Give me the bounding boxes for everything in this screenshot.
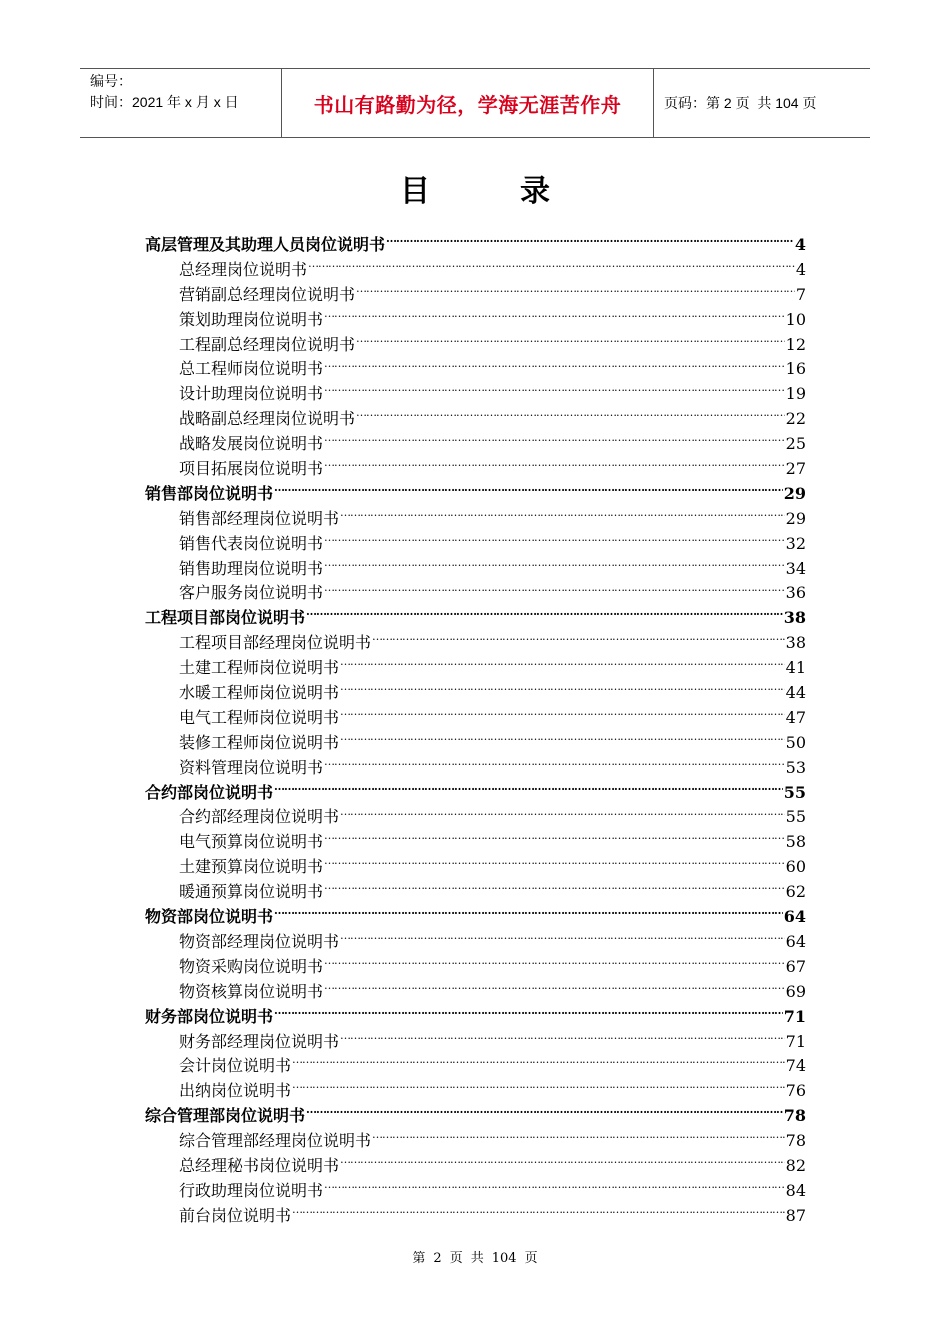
- toc-entry-title: 电气预算岗位说明书: [179, 832, 324, 852]
- toc-section-entry[interactable]: [145, 233, 806, 258]
- toc-page-number: 87: [785, 1205, 806, 1225]
- toc-subsection-entry[interactable]: [145, 581, 806, 606]
- toc-subsection-entry[interactable]: [145, 258, 806, 283]
- footer-total-pages: 104: [491, 1251, 517, 1266]
- toc-subsection-entry[interactable]: [145, 507, 806, 532]
- toc-entry-title: 综合管理部经理岗位说明书: [179, 1131, 372, 1151]
- toc-subsection-entry[interactable]: [145, 855, 806, 880]
- toc-subsection-entry[interactable]: [145, 805, 806, 830]
- toc-dot-leader: [324, 881, 785, 897]
- toc-entry-title: 总经理岗位说明书: [179, 259, 308, 279]
- toc-subsection-entry[interactable]: [145, 557, 806, 582]
- toc-page-number: 84: [785, 1180, 806, 1200]
- toc-dot-leader: [340, 1155, 785, 1171]
- toc-page-number: 16: [785, 359, 806, 379]
- toc-entry-title: 营销副总经理岗位说明书: [179, 284, 356, 304]
- toc-dot-leader: [324, 856, 785, 872]
- toc-dot-leader: [308, 259, 795, 275]
- toc-entry-title: 水暖工程师岗位说明书: [179, 683, 340, 703]
- toc-dot-leader: [274, 1006, 783, 1022]
- toc-dot-leader: [306, 1105, 783, 1121]
- toc-entry-title: 资料管理岗位说明书: [179, 757, 324, 777]
- header-meta: [80, 69, 282, 137]
- toc-page-number: 19: [785, 384, 806, 404]
- toc-section-entry[interactable]: [145, 482, 806, 507]
- toc-entry-title: 暖通预算岗位说明书: [179, 882, 324, 902]
- table-of-contents: [145, 233, 806, 1229]
- toc-entry-title: 会计岗位说明书: [179, 1056, 292, 1076]
- toc-subsection-entry[interactable]: [145, 357, 806, 382]
- toc-subsection-entry[interactable]: [145, 756, 806, 781]
- toc-dot-leader: [274, 483, 783, 499]
- toc-subsection-entry[interactable]: [145, 656, 806, 681]
- toc-entry-title: 电气工程师岗位说明书: [179, 707, 340, 727]
- toc-subsection-entry[interactable]: [145, 1054, 806, 1079]
- toc-page-number: 82: [785, 1155, 806, 1175]
- toc-subsection-entry[interactable]: [145, 731, 806, 756]
- toc-subsection-entry[interactable]: [145, 706, 806, 731]
- toc-dot-leader: [356, 334, 785, 350]
- toc-page-number: 36: [785, 583, 806, 603]
- toc-entry-title: 物资核算岗位说明书: [179, 981, 324, 1001]
- toc-entry-title: 销售部经理岗位说明书: [179, 508, 340, 528]
- toc-subsection-entry[interactable]: [145, 1079, 806, 1104]
- toc-page-number: 55: [785, 807, 806, 827]
- toc-entry-title: 总经理秘书岗位说明书: [179, 1155, 340, 1175]
- toc-dot-leader: [356, 408, 785, 424]
- toc-page-number: 41: [785, 658, 806, 678]
- toc-section-entry[interactable]: [145, 1104, 806, 1129]
- toc-dot-leader: [340, 931, 785, 947]
- toc-page-number: 74: [785, 1056, 806, 1076]
- toc-page-number: 69: [785, 981, 806, 1001]
- toc-entry-title: 总工程师岗位说明书: [179, 359, 324, 379]
- toc-entry-title: 战略发展岗位说明书: [179, 434, 324, 454]
- page-title-char-1: 目: [400, 174, 430, 209]
- toc-page-number: 29: [785, 508, 806, 528]
- toc-page-number: 38: [785, 633, 806, 653]
- toc-entry-title: 销售代表岗位说明书: [179, 533, 324, 553]
- toc-dot-leader: [386, 234, 794, 250]
- toc-dot-leader: [306, 607, 783, 623]
- toc-dot-leader: [340, 682, 785, 698]
- toc-page-number: 55: [783, 782, 806, 802]
- header-motto: 书山有路勤为径，学海无涯苦作舟: [282, 69, 654, 137]
- toc-entry-title: 战略副总经理岗位说明书: [179, 409, 356, 429]
- toc-entry-title: 项目拓展岗位说明书: [179, 459, 324, 479]
- toc-entry-title: 物资采购岗位说明书: [179, 956, 324, 976]
- toc-page-number: 38: [783, 608, 806, 628]
- toc-subsection-entry[interactable]: [145, 532, 806, 557]
- toc-page-number: 64: [785, 931, 806, 951]
- toc-dot-leader: [292, 1055, 785, 1071]
- toc-subsection-entry[interactable]: [145, 830, 806, 855]
- toc-entry-title: 前台岗位说明书: [179, 1205, 292, 1225]
- toc-entry-title: 物资部经理岗位说明书: [179, 931, 340, 951]
- toc-subsection-entry[interactable]: [145, 631, 806, 656]
- toc-subsection-entry[interactable]: [145, 1154, 806, 1179]
- toc-dot-leader: [340, 732, 785, 748]
- toc-entry-title: 策划助理岗位说明书: [179, 309, 324, 329]
- toc-page-number: 34: [785, 558, 806, 578]
- toc-dot-leader: [372, 1130, 785, 1146]
- toc-page-number: 29: [783, 483, 806, 503]
- toc-entry-title: 工程项目部岗位说明书: [145, 608, 306, 628]
- toc-page-number: 4: [795, 259, 806, 279]
- toc-subsection-entry[interactable]: [145, 308, 806, 333]
- toc-dot-leader: [324, 309, 785, 325]
- footer-page-unit: 页: [449, 1251, 463, 1266]
- toc-subsection-entry[interactable]: [145, 407, 806, 432]
- document-number-label: 编号：: [90, 73, 132, 89]
- toc-dot-leader: [292, 1205, 785, 1221]
- toc-dot-leader: [340, 657, 785, 673]
- page-footer: [0, 1247, 950, 1266]
- toc-entry-title: 工程项目部经理岗位说明书: [179, 633, 372, 653]
- toc-page-number: 71: [785, 1031, 806, 1051]
- toc-page-number: 27: [785, 459, 806, 479]
- toc-dot-leader: [324, 433, 785, 449]
- toc-entry-title: 客户服务岗位说明书: [179, 583, 324, 603]
- toc-page-number: 22: [785, 409, 806, 429]
- toc-page-number: 12: [785, 334, 806, 354]
- toc-subsection-entry[interactable]: [145, 283, 806, 308]
- toc-dot-leader: [324, 558, 785, 574]
- page-title-char-2: 录: [520, 174, 550, 209]
- toc-dot-leader: [324, 458, 785, 474]
- toc-page-number: 53: [785, 757, 806, 777]
- toc-subsection-entry[interactable]: [145, 1129, 806, 1154]
- toc-dot-leader: [340, 707, 785, 723]
- toc-page-number: 78: [783, 1106, 806, 1126]
- toc-entry-title: 物资部岗位说明书: [145, 907, 274, 927]
- toc-page-number: 64: [783, 907, 806, 927]
- toc-section-entry[interactable]: [145, 905, 806, 930]
- toc-dot-leader: [324, 1180, 785, 1196]
- toc-dot-leader: [274, 906, 783, 922]
- toc-entry-title: 出纳岗位说明书: [179, 1081, 292, 1101]
- toc-page-number: 50: [785, 732, 806, 752]
- header-page-info: 页码：第 2 页 共 104 页: [664, 95, 817, 111]
- page-header: [80, 68, 870, 138]
- toc-entry-title: 高层管理及其助理人员岗位说明书: [145, 235, 386, 254]
- toc-page-number: 4: [794, 235, 806, 254]
- toc-dot-leader: [324, 831, 785, 847]
- toc-page-number: 76: [785, 1081, 806, 1101]
- toc-dot-leader: [324, 981, 785, 997]
- footer-suffix: 页: [524, 1251, 538, 1266]
- toc-subsection-entry[interactable]: [145, 382, 806, 407]
- document-time-label: 时间：2021 年 x 月 x 日: [90, 94, 239, 110]
- toc-subsection-entry[interactable]: [145, 1204, 806, 1229]
- toc-subsection-entry[interactable]: [145, 930, 806, 955]
- page-title: [0, 166, 950, 210]
- toc-section-entry[interactable]: [145, 606, 806, 631]
- toc-dot-leader: [324, 358, 785, 374]
- toc-subsection-entry[interactable]: [145, 880, 806, 905]
- toc-entry-title: 销售部岗位说明书: [145, 483, 274, 503]
- toc-dot-leader: [340, 806, 785, 822]
- toc-entry-title: 销售助理岗位说明书: [179, 558, 324, 578]
- toc-dot-leader: [324, 582, 785, 598]
- toc-entry-title: 土建预算岗位说明书: [179, 857, 324, 877]
- toc-subsection-entry[interactable]: [145, 432, 806, 457]
- toc-page-number: 58: [785, 832, 806, 852]
- toc-dot-leader: [292, 1080, 785, 1096]
- toc-entry-title: 装修工程师岗位说明书: [179, 732, 340, 752]
- toc-page-number: 62: [785, 882, 806, 902]
- toc-page-number: 32: [785, 533, 806, 553]
- toc-dot-leader: [340, 1031, 785, 1047]
- toc-dot-leader: [340, 508, 785, 524]
- toc-page-number: 60: [785, 857, 806, 877]
- toc-entry-title: 合约部经理岗位说明书: [179, 807, 340, 827]
- toc-entry-title: 财务部岗位说明书: [145, 1006, 274, 1026]
- toc-entry-title: 行政助理岗位说明书: [179, 1180, 324, 1200]
- toc-section-entry[interactable]: [145, 1005, 806, 1030]
- toc-page-number: 7: [795, 284, 806, 304]
- toc-entry-title: 合约部岗位说明书: [145, 782, 274, 802]
- toc-page-number: 25: [785, 434, 806, 454]
- toc-page-number: 10: [785, 309, 806, 329]
- toc-subsection-entry[interactable]: [145, 1179, 806, 1204]
- toc-subsection-entry[interactable]: [145, 457, 806, 482]
- toc-subsection-entry[interactable]: [145, 681, 806, 706]
- toc-entry-title: 工程副总经理岗位说明书: [179, 334, 356, 354]
- toc-page-number: 78: [785, 1131, 806, 1151]
- toc-dot-leader: [356, 284, 795, 300]
- toc-subsection-entry[interactable]: [145, 1030, 806, 1055]
- toc-entry-title: 设计助理岗位说明书: [179, 384, 324, 404]
- toc-dot-leader: [372, 632, 785, 648]
- toc-dot-leader: [274, 782, 783, 798]
- footer-total-label: 共: [470, 1251, 484, 1266]
- toc-subsection-entry[interactable]: [145, 333, 806, 358]
- toc-entry-title: 综合管理部岗位说明书: [145, 1106, 306, 1126]
- toc-page-number: 67: [785, 956, 806, 976]
- toc-dot-leader: [324, 956, 785, 972]
- toc-page-number: 44: [785, 683, 806, 703]
- toc-dot-leader: [324, 383, 785, 399]
- toc-section-entry[interactable]: [145, 781, 806, 806]
- toc-subsection-entry[interactable]: [145, 955, 806, 980]
- toc-dot-leader: [324, 757, 785, 773]
- toc-subsection-entry[interactable]: [145, 980, 806, 1005]
- toc-dot-leader: [324, 533, 785, 549]
- toc-page-number: 71: [783, 1006, 806, 1026]
- toc-entry-title: 财务部经理岗位说明书: [179, 1031, 340, 1051]
- toc-entry-title: 土建工程师岗位说明书: [179, 658, 340, 678]
- footer-prefix: 第: [412, 1251, 426, 1266]
- toc-page-number: 47: [785, 707, 806, 727]
- footer-page-number: 2: [433, 1251, 442, 1266]
